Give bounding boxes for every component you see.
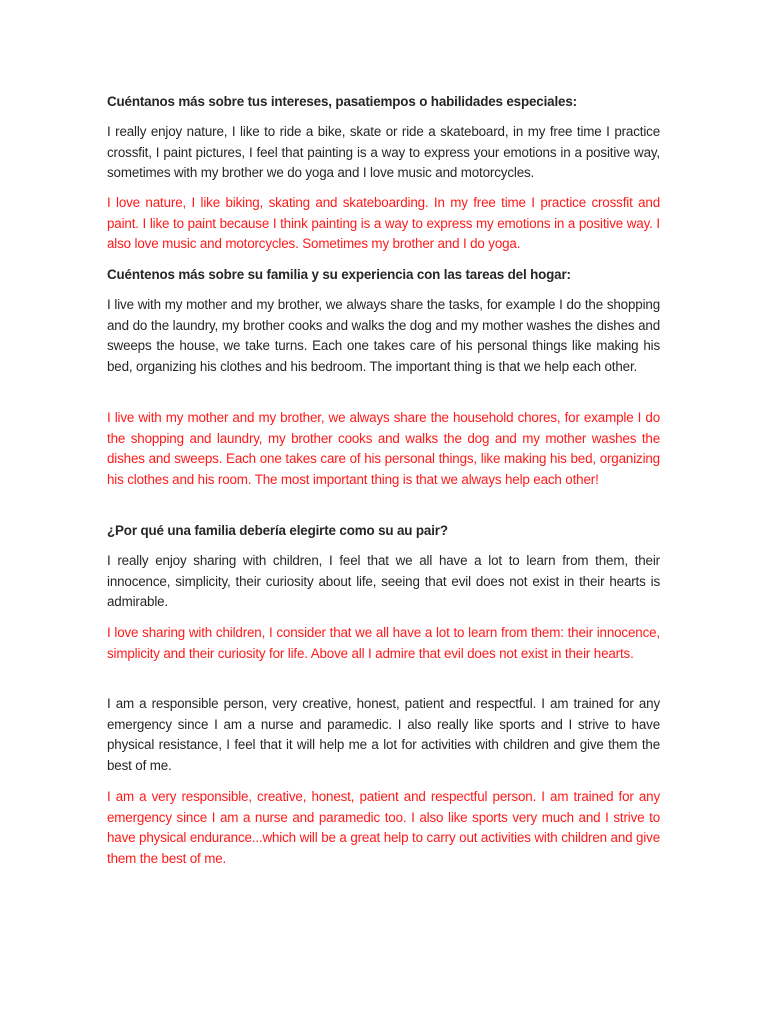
heading-au-pair: ¿Por qué una familia debería elegirte como su au pair? bbox=[107, 523, 448, 538]
paragraph-children-original: I really enjoy sharing with children, I feel that we all have a lot to learn from them, their innocence, simplicity, their curiosity about life, seeing that evil does not exist in their hearts is admirable. bbox=[107, 553, 660, 609]
paragraph-children-corrected: I love sharing with children, I consider that we all have a lot to learn from them: their innocence, simplicity and their curiosity for life. Above all I admire that evil does not exist in their hearts. bbox=[107, 625, 660, 661]
paragraph-qualities-original: I am a responsible person, very creative, honest, patient and respectful. I am trained for any emergency since I am a nurse and paramedic. I also really like sports and I strive to have physical resistance, I feel that it will help me a lot for activities with children and give them the best of me. bbox=[107, 696, 660, 773]
paragraph-qualities-corrected: I am a very responsible, creative, honest, patient and respectful person. I am trained for any emergency since I am a nurse and paramedic too. I also like sports very much and I strive to have physical endurance...which will be a great help to carry out activities with children and give them the best of me. bbox=[107, 789, 660, 866]
heading-family: Cuéntenos más sobre su familia y su experiencia con las tareas del hogar: bbox=[107, 267, 571, 282]
paragraph-interests-corrected: I love nature, I like biking, skating and skateboarding. In my free time I practice crossfit and paint. I like to paint because I think painting is a way to express my emotions in a positive way. I also love music and motorcycles. Sometimes my brother and I do yoga. bbox=[107, 195, 660, 251]
paragraph-family-corrected: I live with my mother and my brother, we always share the household chores, for example I do the shopping and laundry, my brother cooks and walks the dog and my mother washes the dishes and sweeps. Each one takes care of his personal things, like making his bed, organizing his clothes and his room. The most important thing is that we always help each other! bbox=[107, 410, 660, 487]
heading-interests: Cuéntanos más sobre tus intereses, pasatiempos o habilidades especiales: bbox=[107, 94, 577, 109]
paragraph-interests-original: I really enjoy nature, I like to ride a bike, skate or ride a skateboard, in my free time I practice crossfit, I paint pictures, I feel that painting is a way to express your emotions in a positive way, sometimes with my brother we do yoga and I love music and motorcycles. bbox=[107, 124, 660, 180]
paragraph-family-original: I live with my mother and my brother, we always share the tasks, for example I do the shopping and do the laundry, my brother cooks and walks the dog and my mother washes the dishes and sweeps the house, we take turns. Each one takes care of his personal things like making his bed, organizing his clothes and his bedroom. The important thing is that we help each other. bbox=[107, 297, 660, 374]
document-page bbox=[107, 0, 660, 1024]
